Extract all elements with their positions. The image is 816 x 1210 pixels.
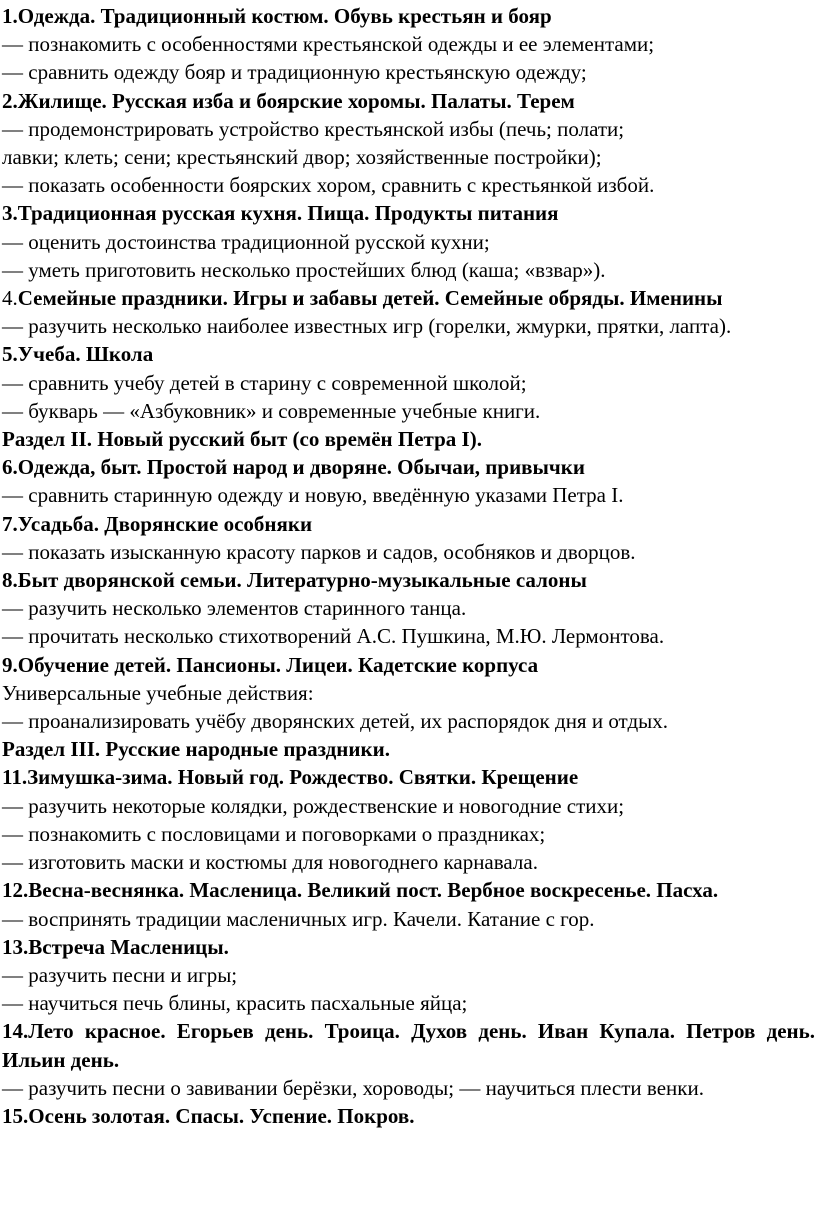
heading-text: Семейные праздники. Игры и забавы детей. Семейные обряды. Именины: [17, 286, 723, 311]
section-heading: [2, 933, 815, 961]
body-line: [2, 792, 815, 820]
heading-text: 15.Осень золотая. Спасы. Успение. Покров.: [2, 1103, 415, 1128]
body-line: [2, 1074, 815, 1102]
line-text: — уметь приготовить несколько простейших блюд (каша; «взвар»).: [2, 257, 606, 282]
body-line: [2, 369, 815, 397]
section-heading: [2, 735, 815, 763]
heading-text: 6.Одежда, быт. Простой народ и дворяне. Обычаи, привычки: [2, 455, 585, 480]
heading-text: 3.Традиционная русская кухня. Пища. Продукты питания: [2, 201, 559, 226]
body-line: [2, 228, 815, 256]
line-text: — разучить песни о завивании берёзки, хороводы; — научиться плести венки.: [2, 1075, 704, 1100]
body-line: [2, 905, 815, 933]
body-line: [2, 538, 815, 566]
section-heading: [2, 651, 815, 679]
line-text: — познакомить с пословицами и поговорками о праздниках;: [2, 821, 546, 846]
heading-text: 14.Лето красное. Егорьев день. Троица. Духов день. Иван Купала. Петров день. Ильин день.: [2, 1019, 815, 1072]
heading-text: 2.Жилище. Русская изба и боярские хоромы. Палаты. Терем: [2, 88, 575, 113]
body-line: [2, 848, 815, 876]
section-heading: [2, 510, 815, 538]
section-heading: [2, 425, 815, 453]
body-line: [2, 115, 815, 143]
section-heading: [2, 2, 815, 30]
heading-text: 12.Весна-веснянка. Масленица. Великий пост. Вербное воскресенье. Пасха.: [2, 878, 719, 903]
line-text: — показать изысканную красоту парков и садов, особняков и дворцов.: [2, 539, 636, 564]
line-text: — сравнить учебу детей в старину с современной школой;: [2, 370, 527, 395]
section-heading: [2, 763, 815, 791]
body-line: [2, 481, 815, 509]
heading-text: 7.Усадьба. Дворянские особняки: [2, 511, 313, 536]
line-text: — научиться печь блины, красить пасхальные яйца;: [2, 991, 468, 1016]
heading-text: 1.Одежда. Традиционный костюм. Обувь крестьян и бояр: [2, 4, 552, 28]
body-line: [2, 256, 815, 284]
section-heading: [2, 284, 815, 312]
body-line: [2, 30, 815, 58]
line-text: — букварь — «Азбуковник» и современные учебные книги.: [2, 398, 541, 423]
body-line: [2, 622, 815, 650]
body-line: [2, 989, 815, 1017]
heading-text: 11.Зимушка-зима. Новый год. Рождество. Святки. Крещение: [2, 765, 579, 790]
line-text: — проанализировать учёбу дворянских детей, их распорядок дня и отдых.: [2, 709, 669, 734]
body-line: [2, 143, 815, 171]
body-line: [2, 820, 815, 848]
heading-text: 13.Встреча Масленицы.: [2, 934, 229, 959]
section-heading: [2, 199, 815, 227]
line-text: лавки; клеть; сени; крестьянский двор; хозяйственные постройки);: [2, 145, 602, 170]
line-text: — разучить песни и игры;: [2, 962, 238, 987]
section-heading: [2, 876, 815, 904]
heading-text: 5.Учеба. Школа: [2, 342, 154, 367]
line-text: — показать особенности боярских хором, сравнить с крестьянкой избой.: [2, 173, 655, 198]
body-line: [2, 171, 815, 199]
heading-text: 9.Обучение детей. Пансионы. Лицеи. Кадетские корпуса: [2, 652, 539, 677]
line-text: — сравнить одежду бояр и традиционную крестьянскую одежду;: [2, 60, 587, 85]
section-heading: [2, 1017, 815, 1073]
line-text: — разучить некоторые колядки, рождественские и новогодние стихи;: [2, 793, 625, 818]
body-line: [2, 679, 815, 707]
body-line: [2, 594, 815, 622]
section-heading: [2, 453, 815, 481]
body-line: [2, 312, 815, 340]
line-text: — оценить достоинства традиционной русской кухни;: [2, 229, 490, 254]
body-line: [2, 58, 815, 86]
section-heading: [2, 340, 815, 368]
line-text: — воспринять традиции масленичных игр. Качели. Катание с гор.: [2, 906, 595, 931]
line-text: — разучить несколько элементов старинного танца.: [2, 596, 467, 621]
section-heading: [2, 1102, 815, 1130]
line-text: — сравнить старинную одежду и новую, введённую указами Петра I.: [2, 483, 624, 508]
heading-text: Раздел III. Русские народные праздники.: [2, 737, 390, 762]
line-text: — изготовить маски и костюмы для новогоднего карнавала.: [2, 850, 538, 875]
heading-number: 4.: [2, 286, 18, 311]
line-text: — разучить несколько наиболее известных игр (горелки, жмурки, прятки, лапта).: [2, 314, 732, 339]
section-heading: [2, 566, 815, 594]
body-line: [2, 397, 815, 425]
heading-text: 8.Быт дворянской семьи. Литературно-музыкальные салоны: [2, 568, 587, 593]
line-text: — познакомить с особенностями крестьянской одежды и ее элементами;: [2, 32, 655, 57]
line-text: — продемонстрировать устройство крестьянской избы (печь; полати;: [2, 116, 625, 141]
line-text: Универсальные учебные действия:: [2, 680, 314, 705]
line-text: — прочитать несколько стихотворений А.С. Пушкина, М.Ю. Лермонтова.: [2, 624, 665, 649]
body-line: [2, 707, 815, 735]
section-heading: [2, 87, 815, 115]
body-line: [2, 961, 815, 989]
heading-text: Раздел II. Новый русский быт (со времён Петра I).: [2, 427, 482, 452]
